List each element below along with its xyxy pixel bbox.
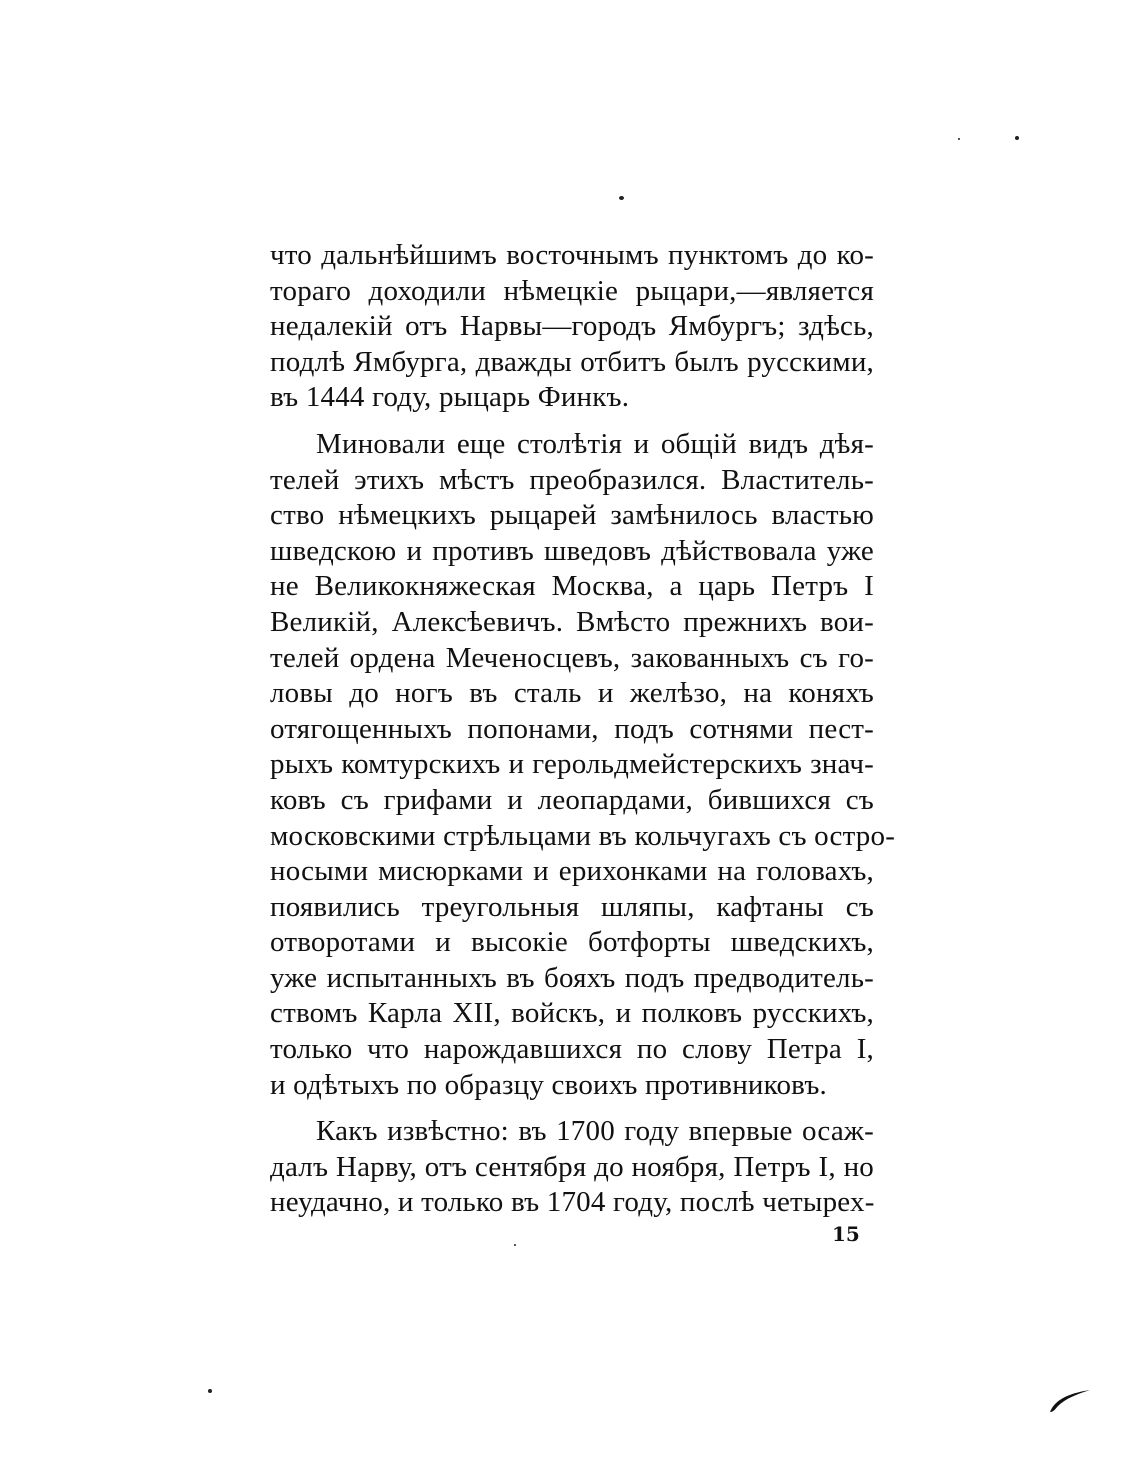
text-line: подлѣ Ямбурга, дважды отбитъ былъ русскими, (270, 345, 874, 378)
text-line: отворотами и высокіе ботфорты шведскихъ, (270, 926, 874, 959)
scan-speck (958, 138, 960, 140)
paragraph-1 (270, 238, 874, 416)
text-line: что дальнѣйшимъ восточнымъ пунктомъ до ко- (270, 239, 874, 271)
text-line: появились треугольныя шляпы, кафтаны съ (270, 890, 874, 923)
text-line: отягощенныхъ попонами, подъ сотнями пест- (270, 712, 874, 745)
text-line: въ 1444 году, рыцарь Финкъ. (270, 381, 630, 414)
text-line: шведскою и противъ шведовъ дѣйствовала уже (270, 534, 874, 567)
ink-mark-icon (1048, 1386, 1092, 1414)
paragraph-gap (270, 1103, 874, 1114)
text-line: Миновали еще столѣтія и общій видъ дѣя- (316, 427, 874, 460)
text-line: недалекій отъ Нарвы—городъ Ямбургъ; здѣсь, (270, 310, 874, 343)
scan-speck (1015, 136, 1019, 140)
text-line: ствомъ Карла XII, войскъ, и полковъ русскихъ, (270, 997, 874, 1030)
page-number: 15 (832, 1222, 860, 1246)
text-line: и одѣтыхъ по образцу своихъ противниковъ. (270, 1068, 827, 1101)
text-line: телей этихъ мѣстъ преобразился. Властитель- (270, 463, 874, 496)
text-line: далъ Нарву, отъ сентября до ноября, Петръ I, но (270, 1150, 874, 1183)
paragraph-gap (270, 416, 874, 427)
text-line: ловы до ногъ въ сталь и желѣзо, на коняхъ (270, 677, 874, 710)
paragraph-2 (270, 427, 896, 1103)
text-line: уже испытанныхъ въ бояхъ подъ предводитель- (270, 961, 874, 994)
body-text (270, 238, 896, 1221)
text-line: тораго доходили нѣмецкіе рыцари,—является (270, 274, 874, 307)
text-line: ство нѣмецкихъ рыцарей замѣнилось властью (270, 499, 874, 532)
text-line: Какъ извѣстно: въ 1700 году впервые осаж- (316, 1115, 874, 1148)
scan-speck (208, 1389, 212, 1393)
text-line: не Великокняжеская Москва, а царь Петръ I (270, 570, 874, 603)
text-line: московскими стрѣльцами въ кольчугахъ съ остро- (270, 819, 896, 852)
scan-speck (619, 196, 624, 200)
text-line: Великій, Алексѣевичъ. Вмѣсто прежнихъ вои- (270, 605, 874, 638)
text-line: только что нарождавшихся по слову Петра I, (270, 1033, 874, 1066)
text-line: носыми мисюрками и ерихонками на головахъ, (270, 855, 874, 888)
text-line: рыхъ комтурскихъ и герольдмейстерскихъ знач- (270, 748, 874, 781)
text-line: неудачно, и только въ 1704 году, послѣ четырех- (270, 1186, 875, 1219)
text-line: ковъ съ грифами и леопардами, бившихся съ (270, 783, 874, 816)
scan-speck (514, 1244, 516, 1246)
text-line: телей ордена Меченосцевъ, закованныхъ съ го- (270, 641, 874, 674)
paragraph-3 (270, 1114, 874, 1221)
